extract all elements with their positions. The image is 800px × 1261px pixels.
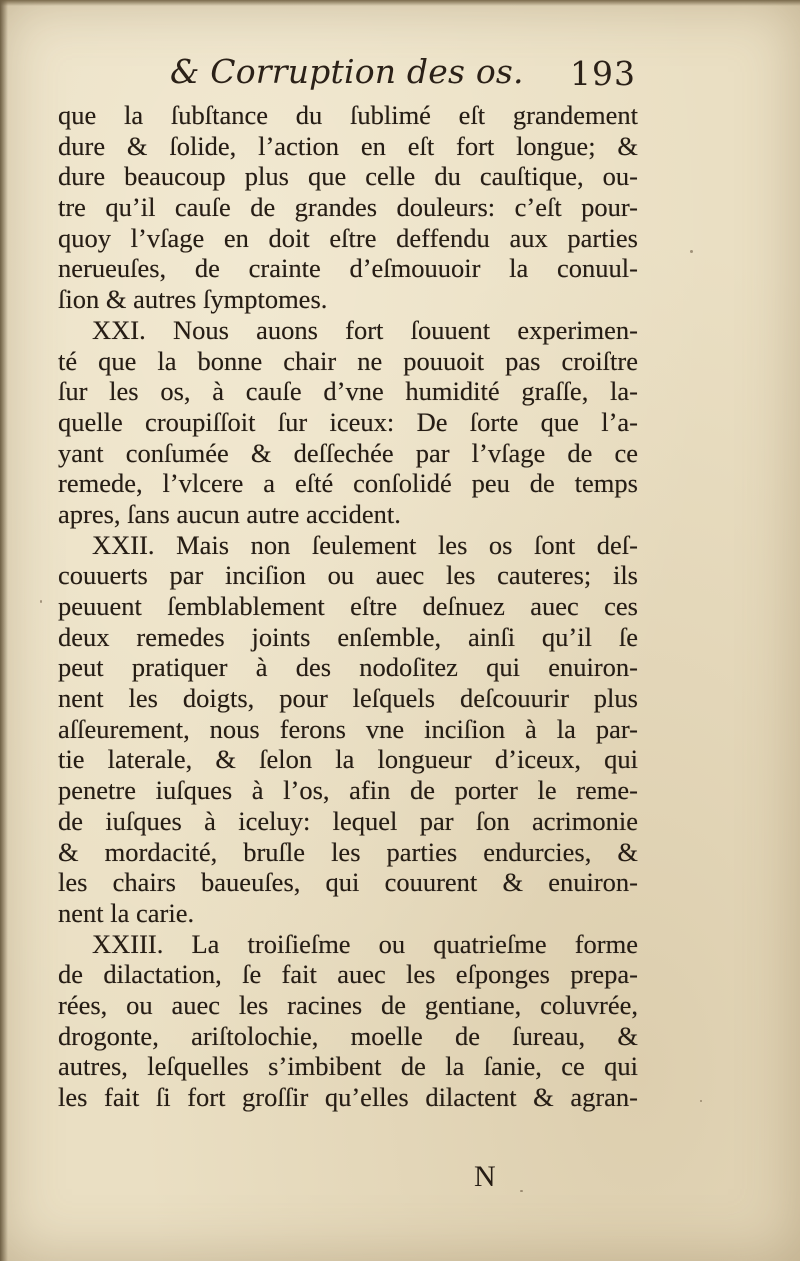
text-line: que la ſubſtance du ſublimé eſt grandement — [58, 100, 638, 130]
text-line: de iuſques à iceluy: lequel par ſon acrimonie — [58, 805, 638, 836]
section-heading-line: XXIII. La troiſieſme ou quatrieſme forme — [92, 928, 638, 959]
section-heading-line: XXI. Nous auons fort ſouuent experimen- — [92, 314, 638, 345]
text-line: drogonte, ariſtolochie, moelle de ſureau, & — [58, 1020, 638, 1051]
paper-speck — [700, 1100, 702, 1102]
text-line: tie laterale, & ſelon la longueur d’iceux, qui — [58, 744, 638, 775]
page-number: 193 — [570, 54, 636, 93]
text-line: quoy l’vſage en doit eſtre deffendu aux parties — [58, 222, 638, 253]
body-text — [58, 100, 638, 1113]
text-line: nent la carie. — [58, 897, 195, 928]
text-line: penetre iuſques à l’os, afin de porter le reme- — [58, 775, 638, 806]
text-line: & mordacité, bruſle les parties endurcies, & — [58, 836, 638, 867]
page-left-edge — [0, 0, 8, 1261]
text-line: peuuent ſemblablement eſtre deſnuez auec ces — [58, 591, 638, 621]
text-line: té que la bonne chair ne pouuoit pas croiſtre — [58, 345, 638, 376]
text-line: les chairs baueuſes, qui couurent & enuiron- — [58, 867, 638, 898]
page-top-edge — [0, 0, 800, 6]
text-line: dure & ſolide, l’action en eſt fort longue; & — [58, 130, 638, 161]
text-line: yant conſumée & deſſechée par l’vſage de ce — [58, 437, 638, 468]
text-line: ſion & autres ſymptomes. — [58, 284, 328, 315]
text-line: de dilactation, ſe fait auec les eſponges prepa- — [58, 959, 638, 990]
text-line: quelle croupiſſoit ſur iceux: De ſorte que l’a- — [58, 406, 638, 437]
text-line: remede, l’vlcere a eſté conſolidé peu de temps — [58, 468, 638, 499]
catchword-signature: N — [474, 1160, 496, 1193]
text-line: autres, leſquelles s’imbibent de la ſanie, ce qui — [58, 1051, 638, 1082]
text-line: nerueuſes, de crainte d’eſmouuoir la conuul- — [58, 253, 638, 284]
text-line: deux remedes joints enſemble, ainſi qu’il ſe — [58, 621, 638, 652]
paper-speck — [40, 600, 42, 603]
text-line: aſſeurement, nous ferons vne inciſion à la par- — [58, 713, 638, 744]
text-line: rées, ou auec les racines de gentiane, coluvrée, — [58, 989, 638, 1020]
text-line: les fait ſi fort groſſir qu’elles dilactent & agran- — [58, 1082, 638, 1112]
text-line: couuerts par inciſion ou auec les cauteres; ils — [58, 560, 638, 591]
paper-speck — [520, 1190, 523, 1192]
paper-speck — [690, 250, 693, 253]
text-line: peut pratiquer à des nodoſitez qui enuiron- — [58, 652, 638, 683]
text-line: ſur les os, à cauſe d’vne humidité graſſe, la- — [58, 376, 638, 407]
running-head — [60, 52, 640, 96]
running-title: & Corruption des os. — [170, 52, 524, 91]
text-line: tre qu’il cauſe de grandes douleurs: c’eſt pour- — [58, 192, 638, 223]
text-line: nent les doigts, pour leſquels deſcouurir plus — [58, 683, 638, 714]
section-heading-line: XXII. Mais non ſeulement les os ſont deſ- — [92, 529, 638, 560]
text-line: dure beaucoup plus que celle du cauſtique, ou- — [58, 161, 638, 192]
text-line: apres, ſans aucun autre accident. — [58, 498, 401, 529]
